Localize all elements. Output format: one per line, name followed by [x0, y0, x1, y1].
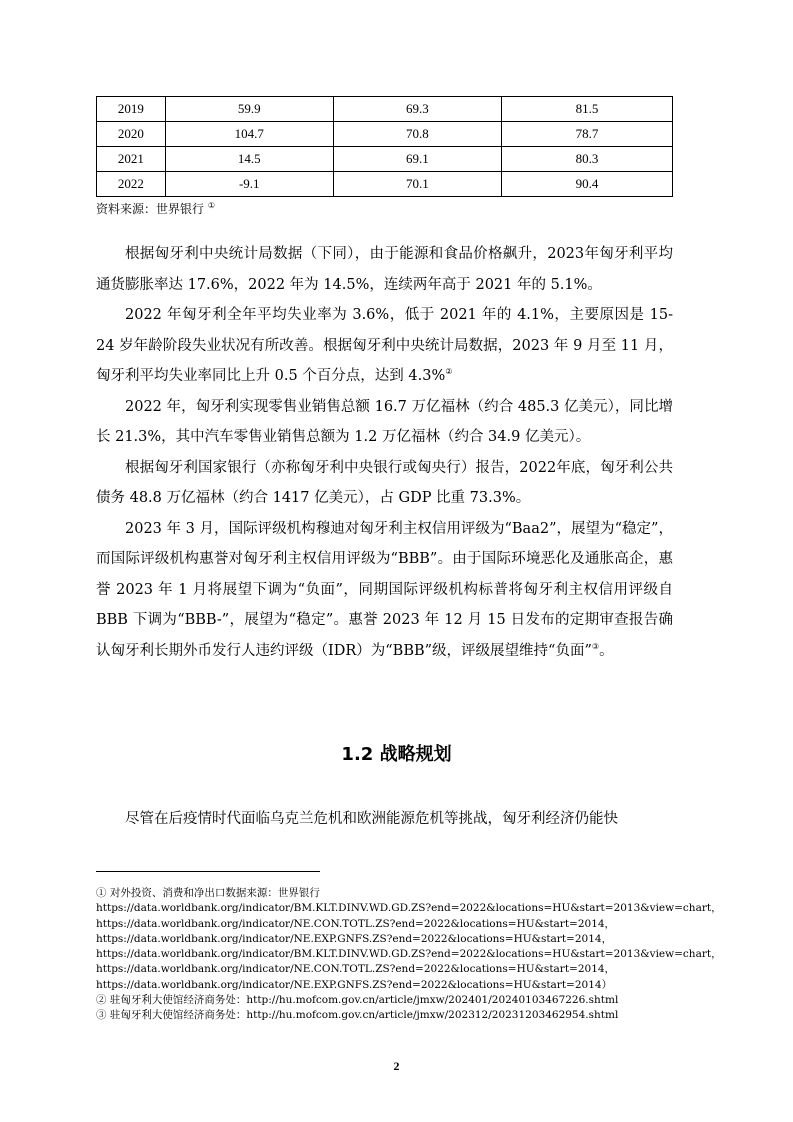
table-row: [97, 122, 673, 147]
footnote-line[interactable]: ② 驻匈牙利大使馆经济商务处：http://hu.mofcom.gov.cn/article/jmxw/202401/20240103467226.shtml: [96, 994, 619, 1007]
footnote-ref[interactable]: ②: [445, 367, 453, 377]
footnote-link[interactable]: https://data.worldbank.org/indicator/BM.KLT.DINV.WD.GD.ZS?end=2022&locations=HU&start=2013&view=chart，: [96, 902, 722, 915]
paragraph-text: 根据匈牙利中央统计局数据（下同），由于能源和食品价格飙升，2023年匈牙利平均通货膨胀率达 17.6%，2022 年为 14.5%，连续两年高于 2021 年的 5.1%。: [96, 246, 673, 293]
paragraph-text: 2022 年匈牙利全年平均失业率为 3.6%，低于 2021 年的 4.1%，主要原因是 15-24 岁年龄阶段失业状况有所改善。根据匈牙利中央统计局数据，2023 年 9 月至 11 月，匈牙利平均失业率同比上升 0.5 个百分点，达到 4.3%: [96, 307, 673, 384]
table-row: [97, 172, 673, 197]
paragraph: [96, 392, 673, 453]
table-cell: 90.4: [501, 172, 672, 197]
paragraph-text: 根据匈牙利国家银行（亦称匈牙利中央银行或匈央行）报告，2022年底，匈牙利公共债务 48.8 万亿福林（约合 1417 亿美元），占 GDP 比重 73.3%。: [96, 459, 673, 506]
footnote-line[interactable]: ③ 驻匈牙利大使馆经济商务处：http://hu.mofcom.gov.cn/article/jmxw/202312/20231203462954.shtml: [96, 1009, 619, 1022]
table-cell: 14.5: [165, 147, 333, 172]
footnote-link[interactable]: https://data.worldbank.org/indicator/NE.EXP.GNFS.ZS?end=2022&locations=HU&start=2014）: [96, 978, 613, 991]
table-cell: 2020: [97, 122, 166, 147]
table-cell: 104.7: [165, 122, 333, 147]
table-row: [97, 97, 673, 122]
footnote-link[interactable]: https://data.worldbank.org/indicator/NE.EXP.GNFS.ZS?end=2022&locations=HU&start=2014，: [96, 932, 613, 945]
data-table: [96, 96, 673, 197]
paragraph: [96, 453, 673, 514]
paragraph: [96, 804, 673, 835]
paragraph: [96, 514, 673, 667]
table-cell: 2021: [97, 147, 166, 172]
paragraph: [96, 239, 673, 300]
table-cell: 69.1: [333, 147, 501, 172]
table-source-note: [96, 200, 215, 217]
section-heading: 1.2 战略规划: [341, 744, 452, 765]
table-cell: 78.7: [501, 122, 672, 147]
paragraph-text: 尽管在后疫情时代面临乌克兰危机和欧洲能源危机等挑战，匈牙利经济仍能快: [125, 811, 618, 827]
table-cell: 59.9: [165, 97, 333, 122]
table-cell: 80.3: [501, 147, 672, 172]
table-cell: 70.1: [333, 172, 501, 197]
paragraph-text: 。: [599, 642, 614, 659]
source-text: 资料来源：世界银行: [96, 202, 205, 216]
footnote-ref[interactable]: ①: [207, 201, 216, 210]
table-cell: 2022: [97, 172, 166, 197]
table-row: [97, 147, 673, 172]
table-cell: 2019: [97, 97, 166, 122]
table-cell: 70.8: [333, 122, 501, 147]
footnote-link[interactable]: https://data.worldbank.org/indicator/NE.CON.TOTL.ZS?end=2022&locations=HU&start=2014，: [96, 917, 616, 930]
footnote-ref[interactable]: ③: [591, 641, 600, 651]
paragraph-text: 2023 年 3 月，国际评级机构穆迪对匈牙利主权信用评级为“Baa2”，展望为“稳定”，而国际评级机构惠誉对匈牙利主权信用评级为“BBB”。由于国际环境恶化及通胀高企，惠誉 2023 年 1 月将展望下调为“负面”，同期国际评级机构标普将匈牙利主权信用评级自 BBB 下调为“BBB-”，展望为“稳定”。惠誉 2023 年 12 月 15 日发布的定期审查报告确认匈牙利长期外币发行人违约评级（IDR）为“BBB”级，评级展望维持“负面”: [96, 520, 673, 659]
footnote-link[interactable]: https://data.worldbank.org/indicator/NE.CON.TOTL.ZS?end=2022&locations=HU&start=2014，: [96, 963, 616, 976]
paragraph: [96, 300, 673, 392]
table-cell: 81.5: [501, 97, 672, 122]
paragraph-text: 2022 年，匈牙利实现零售业销售总额 16.7 万亿福林（约合 485.3 亿美元），同比增长 21.3%，其中汽车零售业销售总额为 1.2 万亿福林（约合 34.9 亿美元）。: [96, 398, 673, 445]
table-cell: 69.3: [333, 97, 501, 122]
body-text-block: [96, 239, 673, 666]
footnote-line: ① 对外投资、消费和净出口数据来源：世界银行: [96, 887, 320, 899]
body-text-block: [96, 804, 673, 835]
footnotes: [96, 886, 722, 1024]
footnote-divider: [96, 871, 320, 872]
table-cell: -9.1: [165, 172, 333, 197]
footnote-link[interactable]: https://data.worldbank.org/indicator/BM.KLT.DINV.WD.GD.ZS?end=2022&locations=HU&start=2013&view=chart，: [96, 948, 722, 961]
page-number: 2: [393, 1059, 400, 1073]
